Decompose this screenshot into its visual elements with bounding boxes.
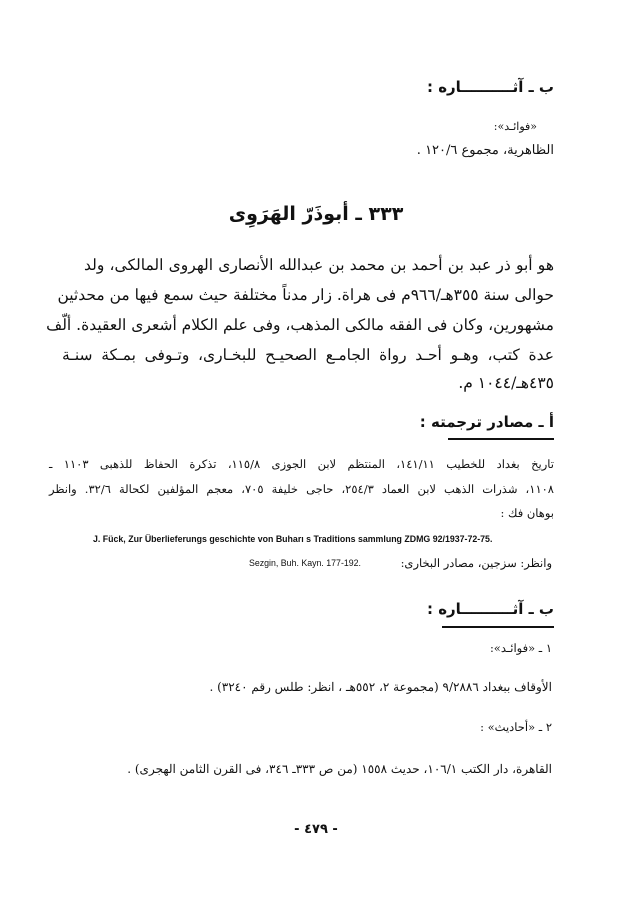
fuck-reference: J. Fück, Zur Überlieferungs geschichte von Buharı s Traditions sammlung ZDMG 92/1937-72-75. xyxy=(93,534,493,544)
work-item-2-label: ٢ ـ «أحاديث» : xyxy=(480,720,552,734)
works-heading: ب ـ آثــــــــــاره : xyxy=(426,600,554,618)
fawaid-label-previous: «فوائـد»: xyxy=(493,120,537,133)
sources-line-2: ١١٠٨، شذرات الذهب لابن العماد ٢٥٤/٣، حاجى خليفة ٧٠٥، معجم المؤلفين لكحالة ٣٢/٦. وانظر xyxy=(49,482,554,496)
sezgin-label: وانظر: سزجين، مصادر البخارى: xyxy=(400,556,552,570)
sources-line-3: بوهان فك : xyxy=(500,506,554,520)
page-number: - ٤٧٩ - xyxy=(294,822,338,837)
work-item-1-reference: الأوقاف ببغداد ٩/٢٨٨٦ (مجموعة ٢، ٥٥٢هـ ، انظر: طلس رقم ٣٢٤٠) . xyxy=(209,680,552,694)
work-item-1-label: ١ ـ «فوائـد»: xyxy=(489,641,552,655)
works-heading-previous: ب ـ آثــــــــــاره : xyxy=(426,78,554,96)
fawaid-reference-previous: الظاهرية، مجموع ١٢٠/٦ . xyxy=(416,143,554,158)
work-item-2-reference: القاهرة، دار الكتب ١٠٦/١، حديث ١٥٥٨ (من ص ٣٣٣ـ ٣٤٦، فى القرن الثامن الهجرى) . xyxy=(127,762,552,776)
bio-line-3: مشهورين، وكان فى الفقه مالكى المذهب، وفى علم الكلام أشعرى العقيدة. ألّف xyxy=(46,316,554,334)
sources-heading: أ ـ مصادر ترجمته : xyxy=(419,413,554,431)
sources-heading-underline xyxy=(448,438,554,440)
bio-line-1: هو أبو ذر عبد بن أحمد بن محمد بن عبدالله الأنصارى الهروى المالكى، ولد xyxy=(84,256,554,274)
bio-line-2: حوالى سنة ٣٥٥هـ/٩٦٦م فى هراة. زار مدناً مختلفة حيث سمع فيها من محدثين xyxy=(57,286,554,304)
sezgin-reference: Sezgin, Buh. Kayn. 177-192. xyxy=(249,558,361,568)
bio-line-4: عدة كتب، وهـو أحـد رواة الجامـع الصحيـح للبخـارى، وتـوفى بمـكة سنـة xyxy=(62,346,554,364)
entry-title: ٣٣٣ ـ أبوذَرّ الهَرَوِى xyxy=(228,203,404,225)
sources-line-1: تاريخ بغداد للخطيب ١٤١/١١، المنتظم لابن الجوزى ١١٥/٨، تذكرة الحفاظ للذهبى ١١٠٣ ـ xyxy=(49,457,554,471)
works-heading-underline xyxy=(442,626,554,628)
bio-line-5: ٤٣٥هـ/١٠٤٤ م. xyxy=(458,374,554,392)
